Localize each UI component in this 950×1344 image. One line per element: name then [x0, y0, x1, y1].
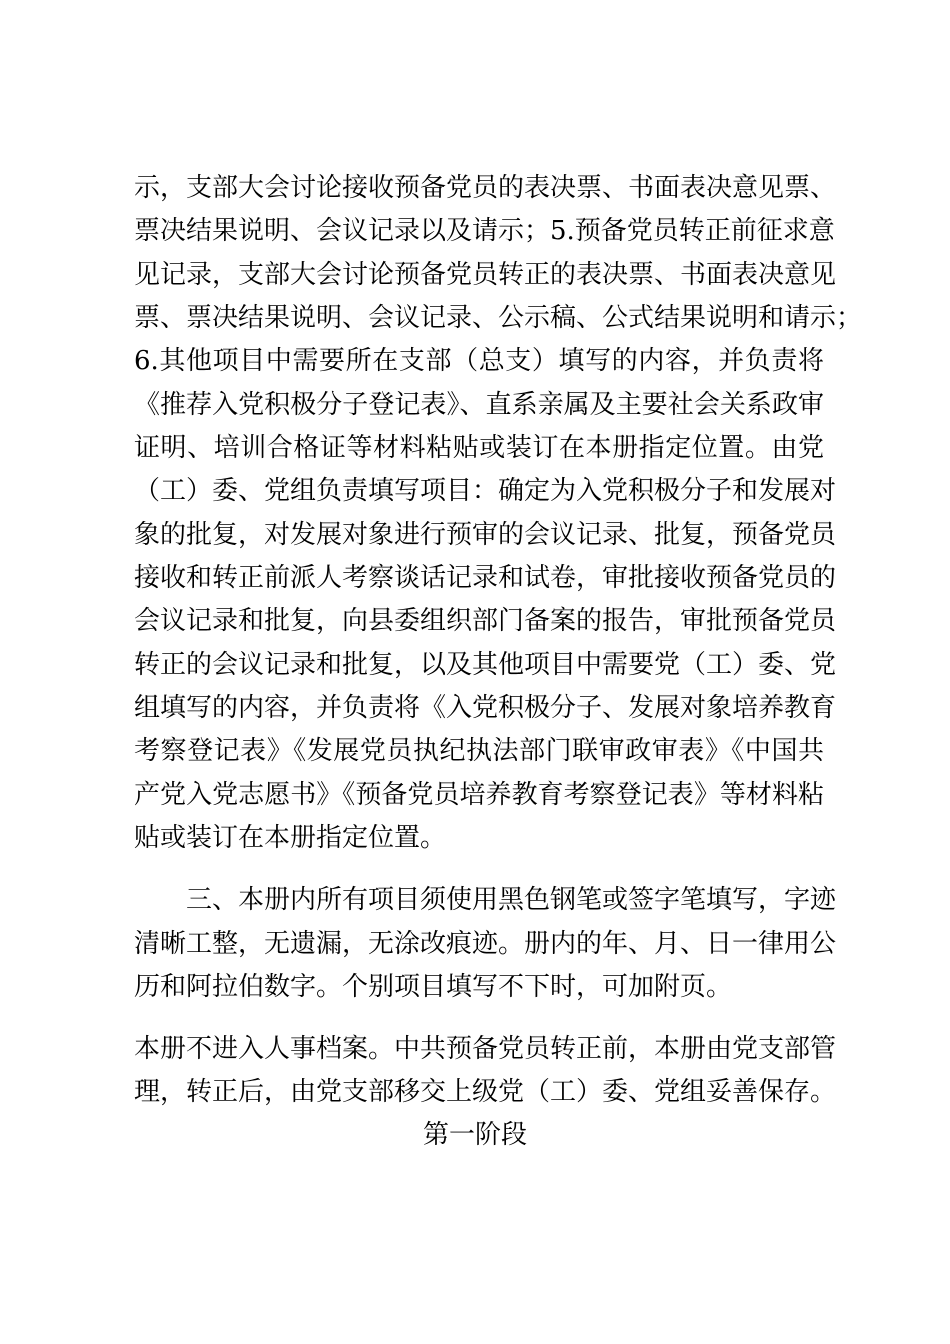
text-line: 会议记录和批复，向县委组织部门备案的报告，审批预备党员 — [134, 606, 837, 636]
text-line: （工）委、党组负责填写项目：确定为入党积极分子和发展对 — [134, 476, 837, 506]
text-line: 证明、培训合格证等材料粘贴或装订在本册指定位置。由党 — [134, 433, 824, 463]
text-line: 贴或装订在本册指定位置。 — [134, 823, 447, 853]
text-line: 三、本册内所有项目须使用黑色钢笔或签字笔填写，字迹 — [186, 885, 837, 915]
section-heading: 第一阶段 — [422, 1120, 527, 1150]
text-line: 6.其他项目中需要所在支部（总支）填写的内容，并负责将 — [134, 346, 824, 376]
text-line: 《推荐入党积极分子登记表》、直系亲属及主要社会关系政审 — [134, 390, 824, 420]
text-line: 示，支部大会讨论接收预备党员的表决票、书面表决意见票、 — [134, 173, 837, 203]
text-line: 见记录，支部大会讨论预备党员转正的表决票、书面表决意见 — [134, 260, 837, 290]
text-line: 本册不进入人事档案。中共预备党员转正前，本册由党支部管 — [134, 1034, 837, 1064]
text-line: 票决结果说明、会议记录以及请示；5.预备党员转正前征求意 — [134, 216, 835, 246]
text-line: 清晰工整，无遗漏，无涂改痕迹。册内的年、月、日一律用公 — [134, 929, 837, 959]
text-line: 象的批复，对发展对象进行预审的会议记录、批复，预备党员 — [134, 520, 837, 550]
text-line: 票、票决结果说明、会议记录、公示稿、公式结果说明和请示； — [134, 303, 863, 333]
text-line: 产党入党志愿书》《预备党员培养教育考察登记表》等材料粘 — [134, 780, 824, 810]
text-line: 理，转正后，由党支部移交上级党（工）委、党组妥善保存。 — [134, 1077, 837, 1107]
text-line: 历和阿拉伯数字。个别项目填写不下时，可加附页。 — [134, 972, 733, 1002]
text-line: 考察登记表》《发展党员执纪执法部门联审政审表》《中国共 — [134, 736, 824, 766]
text-line: 接收和转正前派人考察谈话记录和试卷，审批接收预备党员的 — [134, 563, 837, 593]
text-line: 组填写的内容，并负责将《入党积极分子、发展对象培养教育 — [134, 693, 837, 723]
text-line: 转正的会议记录和批复，以及其他项目中需要党（工）委、党 — [134, 650, 837, 680]
